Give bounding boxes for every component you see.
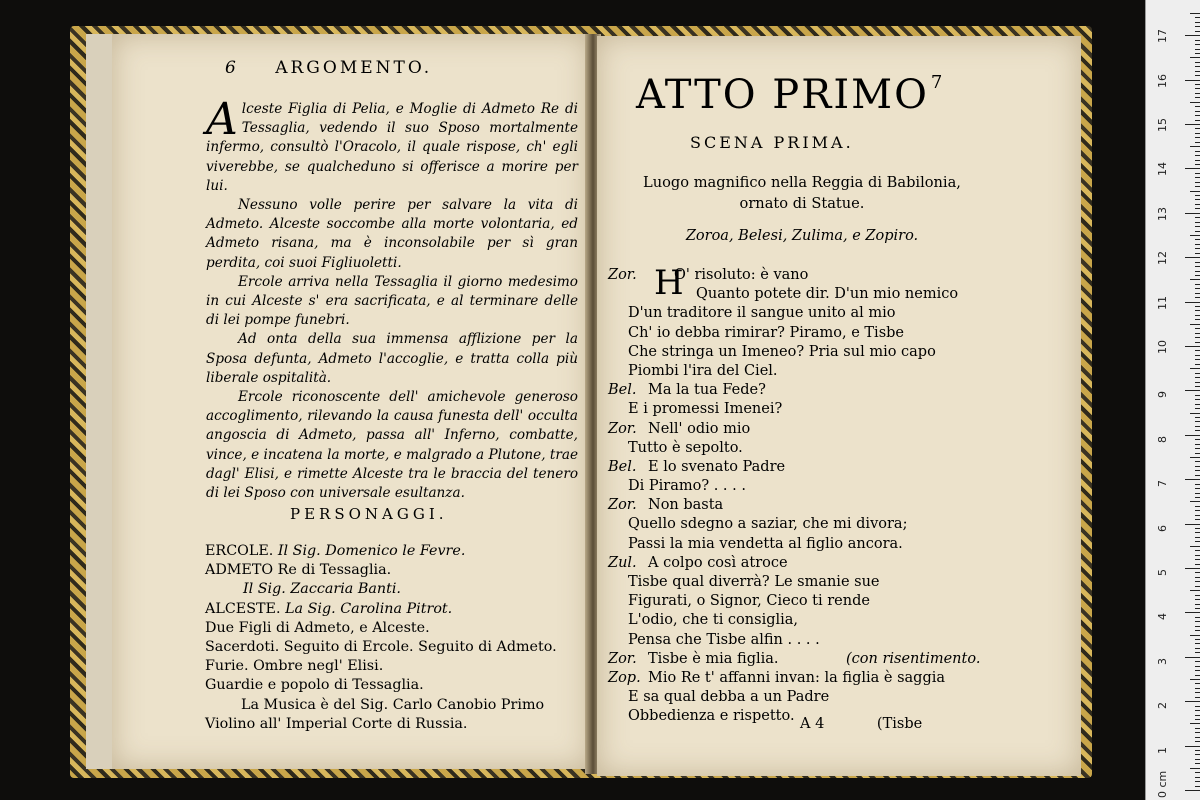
ruler-tick — [1195, 564, 1200, 565]
ruler-tick — [1195, 426, 1200, 427]
dialogue-line: Quanto potete dir. D'un mio nemico — [696, 286, 959, 303]
ruler-label: 2 — [1156, 702, 1169, 710]
ruler-tick — [1195, 630, 1200, 631]
ruler-tick — [1195, 297, 1200, 298]
ruler-tick — [1195, 626, 1200, 627]
ruler-tick — [1195, 577, 1200, 578]
ruler-tick — [1195, 155, 1200, 156]
scene-title: SCENA PRIMA. — [690, 133, 854, 152]
ruler-label: 11 — [1156, 295, 1169, 310]
ruler-tick — [1195, 519, 1200, 520]
dialogue-line: Zor. Nell' odio mio — [608, 420, 993, 439]
dialogue-line: Zop. Mio Re t' affanni invan: la figlia è saggia — [608, 669, 993, 688]
ruler-tick — [1195, 137, 1200, 138]
ruler-tick — [1195, 284, 1200, 285]
ruler-tick — [1195, 559, 1200, 560]
ruler-tick — [1195, 337, 1200, 338]
ruler-tick — [1195, 453, 1200, 454]
ruler-tick — [1195, 586, 1200, 587]
ruler-tick — [1185, 435, 1200, 436]
dialogue-line: Ch' io debba rimirar? Piramo, e Tisbe — [628, 324, 905, 341]
speaker: Zul. — [608, 554, 637, 571]
dialogue-line: Di Piramo? . . . . — [628, 478, 746, 495]
ruler-tick — [1195, 386, 1200, 387]
dialogue-line: E sa qual debba a un Padre — [628, 689, 830, 706]
speaker: Zor. — [608, 420, 637, 437]
measurement-ruler — [1145, 0, 1200, 800]
ruler-tick — [1190, 102, 1200, 103]
ruler-tick — [1195, 608, 1200, 609]
ruler-tick — [1195, 115, 1200, 116]
ruler-tick — [1195, 732, 1200, 733]
dialogue-line: Zor. Tisbe è mia figlia. (con risentimento. — [608, 650, 993, 669]
ruler-tick — [1195, 497, 1200, 498]
ruler-tick — [1195, 754, 1200, 755]
ruler-label: 6 — [1156, 524, 1169, 532]
ruler-tick — [1195, 448, 1200, 449]
ruler-tick — [1195, 541, 1200, 542]
scene-characters: Zoroa, Belesi, Zulima, e Zopiro. — [685, 228, 919, 244]
ruler-tick — [1195, 470, 1200, 471]
ruler-tick — [1195, 617, 1200, 618]
ruler-tick — [1195, 40, 1200, 41]
cast-entry: Sacerdoti. Seguito di Ercole. Seguito di Admeto. — [205, 639, 557, 656]
speaker: Zor. — [608, 497, 637, 514]
ruler-tick — [1195, 377, 1200, 378]
ruler-tick — [1185, 524, 1200, 525]
ruler-tick — [1195, 244, 1200, 245]
scene-location: Luogo magnifico nella Reggia di Babilonia, ornato di Statue. — [643, 174, 961, 212]
ruler-tick — [1195, 750, 1200, 751]
ruler-tick — [1195, 715, 1200, 716]
ruler-tick — [1185, 168, 1200, 169]
ruler-tick — [1195, 275, 1200, 276]
dialogue-drop-cap: H — [654, 263, 684, 303]
ruler-tick — [1190, 501, 1200, 502]
ruler-tick — [1190, 457, 1200, 458]
argomento-heading: ARGOMENTO. — [275, 58, 433, 78]
ruler-tick — [1185, 746, 1200, 747]
ruler-tick — [1195, 253, 1200, 254]
ruler-tick — [1195, 675, 1200, 676]
page-footer — [800, 716, 922, 732]
cast-entry: Il Sig. Zaccaria Banti. — [243, 581, 401, 598]
ruler-tick — [1195, 195, 1200, 196]
ruler-tick — [1195, 142, 1200, 143]
ruler-tick — [1195, 506, 1200, 507]
ruler-tick — [1195, 266, 1200, 267]
speaker: Bel. — [608, 458, 637, 475]
argomento-paragraph: Alceste Figlia di Pelia, e Moglie di Admeto Re di Tessaglia, vedendo il suo Sposo mortalmente infermo, consultò l'Oracolo, il quale rispose, ch' egli viverebbe, se qualcheduno si offerisce a morire per lui. — [206, 94, 578, 194]
ruler-label: 0 cm — [1156, 770, 1169, 798]
music-credit: La Musica è del Sig. Carlo Canobio Primo — [241, 696, 545, 713]
argomento-text — [206, 94, 578, 503]
ruler-tick — [1185, 257, 1200, 258]
ruler-tick — [1195, 97, 1200, 98]
ruler-tick — [1195, 186, 1200, 187]
personaggi-heading: PERSONAGGI. — [290, 505, 448, 523]
right-page-number: 7 — [930, 72, 945, 93]
endpaper-strip — [86, 34, 115, 769]
ruler-tick — [1195, 493, 1200, 494]
ruler-tick — [1195, 62, 1200, 63]
ruler-tick — [1195, 643, 1200, 644]
ruler-tick — [1195, 604, 1200, 605]
ruler-tick — [1195, 648, 1200, 649]
ruler-tick — [1185, 302, 1200, 303]
ruler-label: 15 — [1156, 118, 1169, 132]
ruler-tick — [1195, 528, 1200, 529]
ruler-tick — [1195, 208, 1200, 209]
ruler-tick — [1195, 532, 1200, 533]
ruler-tick — [1195, 364, 1200, 365]
ruler-tick — [1195, 599, 1200, 600]
dialogue-line: Tisbe qual diverrà? Le smanie sue — [628, 574, 880, 590]
ruler-tick — [1190, 679, 1200, 680]
ruler-tick — [1195, 84, 1200, 85]
ruler-tick — [1195, 759, 1200, 760]
dialogue-line: Zor. Non basta — [608, 496, 993, 515]
ruler-tick — [1185, 479, 1200, 480]
ruler-tick — [1195, 88, 1200, 89]
ruler-tick — [1195, 111, 1200, 112]
ruler-tick — [1195, 737, 1200, 738]
ruler-tick — [1195, 164, 1200, 165]
ruler-tick — [1195, 581, 1200, 582]
dialogue-line: Zul. A colpo così atroce — [608, 554, 993, 573]
argomento-paragraph: Ercole arriva nella Tessaglia il giorno medesimo in cui Alceste s' era sacrificata, e al terminare delle di lei pompe funebri. — [206, 273, 578, 329]
ruler-tick — [1195, 555, 1200, 556]
ruler-tick — [1195, 288, 1200, 289]
dialogue-line: Bel. Ma la tua Fede? — [608, 381, 993, 400]
ruler-tick — [1195, 706, 1200, 707]
ruler-tick — [1195, 639, 1200, 640]
ruler-tick — [1195, 217, 1200, 218]
ruler-tick — [1190, 13, 1200, 14]
cast-entry: Furie. Ombre negl' Elisi. — [205, 658, 384, 675]
ruler-tick — [1195, 120, 1200, 121]
dialogue-line: Passi la mia vendetta al figlio ancora. — [628, 535, 903, 552]
ruler-tick — [1195, 199, 1200, 200]
ruler-tick — [1195, 728, 1200, 729]
dialogue-line: Che stringa un Imeneo? Pria sul mio capo — [628, 343, 936, 360]
ruler-tick — [1195, 315, 1200, 316]
ruler-tick — [1185, 790, 1200, 791]
ruler-tick — [1195, 404, 1200, 405]
ruler-tick — [1195, 271, 1200, 272]
ruler-tick — [1185, 657, 1200, 658]
ruler-tick — [1190, 368, 1200, 369]
dialogue-line: Quello sdegno a saziar, che mi divora; — [628, 516, 908, 533]
ruler-tick — [1195, 777, 1200, 778]
ruler-tick — [1195, 763, 1200, 764]
ruler-tick — [1190, 635, 1200, 636]
dialogue — [608, 263, 993, 727]
ruler-tick — [1195, 248, 1200, 249]
dialogue-line: Obbedienza e rispetto. — [628, 708, 795, 725]
ruler-tick — [1185, 80, 1200, 81]
ruler-tick — [1195, 421, 1200, 422]
ruler-tick — [1185, 346, 1200, 347]
ruler-tick — [1195, 537, 1200, 538]
ruler-tick — [1195, 350, 1200, 351]
signature-mark: A 4 — [800, 716, 825, 732]
left-page-number: 6 — [225, 58, 239, 78]
ruler-tick — [1195, 488, 1200, 489]
ruler-tick — [1195, 306, 1200, 307]
ruler-tick — [1195, 621, 1200, 622]
ruler-label: 7 — [1156, 480, 1169, 488]
ruler-tick — [1195, 49, 1200, 50]
ruler-tick — [1190, 279, 1200, 280]
ruler-tick — [1195, 430, 1200, 431]
ruler-tick — [1195, 399, 1200, 400]
ruler-tick — [1190, 235, 1200, 236]
ruler-tick — [1195, 444, 1200, 445]
dialogue-line: Piombi l'ira del Ciel. — [628, 362, 778, 379]
ruler-tick — [1195, 128, 1200, 129]
ruler-tick — [1195, 342, 1200, 343]
speaker: Zor. — [608, 267, 637, 283]
ruler-tick — [1195, 319, 1200, 320]
argomento-paragraph: Ercole riconoscente dell' amichevole generoso accoglimento, rilevando la causa funesta dell' occulta angoscia di Admeto, passa all' Inferno, combatte, vince, e incatena la morte, e malgrado a Plutone, trae dagl' Elisi, e rimette Alceste tra le braccia del tenero di lei Sposo con universale esultanza. — [206, 389, 578, 502]
ruler-tick — [1185, 35, 1200, 36]
ruler-tick — [1195, 710, 1200, 711]
ruler-tick — [1190, 57, 1200, 58]
ruler-tick — [1195, 359, 1200, 360]
ruler-tick — [1195, 484, 1200, 485]
stage-direction: (con risentimento. — [846, 650, 981, 667]
ruler-tick — [1195, 355, 1200, 356]
ruler-tick — [1195, 661, 1200, 662]
ruler-tick — [1195, 550, 1200, 551]
ruler-label: 16 — [1156, 73, 1169, 88]
ruler-tick — [1190, 324, 1200, 325]
ruler-tick — [1190, 546, 1200, 547]
ruler-tick — [1195, 697, 1200, 698]
cast-entry: Guardie e popolo di Tessaglia. — [205, 677, 424, 694]
ruler-tick — [1190, 768, 1200, 769]
dialogue-line: Bel. E lo svenato Padre — [608, 458, 993, 477]
ruler-tick — [1195, 666, 1200, 667]
dialogue-line: L'odio, che ti consiglia, — [628, 612, 799, 629]
cast-entry: ADMETO Re di Tessaglia. — [205, 562, 392, 579]
ruler-tick — [1195, 466, 1200, 467]
ruler-tick — [1195, 683, 1200, 684]
ruler-tick — [1195, 177, 1200, 178]
argomento-paragraph: Ad onta della sua immensa afflizione per la Sposa defunta, Admeto l'accoglie, e tratta colla più liberale ospitalità. — [206, 331, 578, 386]
speaker: Bel. — [608, 382, 637, 399]
ruler-tick — [1195, 31, 1200, 32]
ruler-tick — [1195, 106, 1200, 107]
ruler-label: 9 — [1156, 391, 1169, 399]
ruler-tick — [1195, 44, 1200, 45]
ruler-label: 8 — [1156, 435, 1169, 443]
ruler-tick — [1195, 475, 1200, 476]
ruler-tick — [1195, 692, 1200, 693]
ruler-tick — [1195, 26, 1200, 27]
ruler-tick — [1195, 204, 1200, 205]
ruler-tick — [1195, 22, 1200, 23]
ruler-tick — [1195, 17, 1200, 18]
act-title: ATTO PRIMO $^7$ — [636, 72, 945, 118]
speaker: Zop. — [608, 669, 641, 686]
ruler-tick — [1195, 595, 1200, 596]
personaggi-list — [205, 542, 585, 734]
ruler-tick — [1190, 590, 1200, 591]
ruler-tick — [1195, 461, 1200, 462]
ruler-tick — [1195, 226, 1200, 227]
ruler-tick — [1195, 222, 1200, 223]
ruler-label: 5 — [1156, 569, 1169, 576]
ruler-tick — [1195, 160, 1200, 161]
ruler-tick — [1190, 413, 1200, 414]
ruler-tick — [1195, 71, 1200, 72]
dialogue-line: D'un traditore il sangue unito al mio — [628, 305, 896, 322]
dialogue-line: Pensa che Tisbe alfin . . . . — [628, 631, 820, 648]
ruler-tick — [1190, 191, 1200, 192]
ruler-tick — [1195, 239, 1200, 240]
ruler-label: 14 — [1156, 162, 1169, 177]
ruler-tick — [1185, 701, 1200, 702]
ruler-tick — [1195, 182, 1200, 183]
drop-cap: A — [206, 94, 238, 145]
ruler-tick — [1195, 333, 1200, 334]
ruler-tick — [1195, 66, 1200, 67]
ruler-tick — [1195, 781, 1200, 782]
cast-entry: ALCESTE. La Sig. Carolina Pitrot. — [205, 600, 453, 617]
catchword: (Tisbe — [876, 716, 923, 732]
ruler-tick — [1195, 310, 1200, 311]
ruler-tick — [1195, 510, 1200, 511]
ruler-label: 17 — [1156, 29, 1169, 44]
dialogue-line: Figurati, o Signor, Cieco ti rende — [628, 593, 870, 610]
argomento-paragraph: Nessuno volle perire per salvare la vita di Admeto. Alceste soccombe alla morte volontaria, ed Admeto risana, ma è inconsolabile per sì gran perdita, coi suoi Figliuoletti. — [206, 197, 578, 271]
ruler-tick — [1190, 146, 1200, 147]
left-page-header — [225, 58, 432, 78]
ruler-tick — [1195, 439, 1200, 440]
cast-entry: Due Figli di Admeto, e Alceste. — [205, 619, 430, 636]
ruler-tick — [1195, 328, 1200, 329]
ruler-tick — [1185, 568, 1200, 569]
ruler-tick — [1185, 124, 1200, 125]
ruler-tick — [1195, 515, 1200, 516]
ruler-tick — [1195, 670, 1200, 671]
ruler-tick — [1195, 719, 1200, 720]
ruler-tick — [1195, 151, 1200, 152]
ruler-tick — [1195, 688, 1200, 689]
dialogue-line: E i promessi Imenei? — [628, 401, 783, 418]
ruler-tick — [1195, 262, 1200, 263]
ruler-tick — [1195, 293, 1200, 294]
ruler-tick — [1195, 133, 1200, 134]
dialogue-line: Tutto è sepolto. — [628, 439, 743, 456]
ruler-tick — [1195, 408, 1200, 409]
ruler-label: 1 — [1156, 746, 1169, 754]
ruler-tick — [1195, 173, 1200, 174]
ruler-tick — [1195, 572, 1200, 573]
ruler-tick — [1190, 723, 1200, 724]
dialogue-line: Zor. H O' risoluto: è vano — [608, 263, 809, 303]
ruler-tick — [1185, 612, 1200, 613]
ruler-label: 13 — [1156, 206, 1169, 221]
ruler-tick — [1195, 417, 1200, 418]
ruler-tick — [1195, 373, 1200, 374]
ruler-tick — [1185, 213, 1200, 214]
ruler-tick — [1195, 652, 1200, 653]
ruler-tick — [1195, 231, 1200, 232]
ruler-label: 10 — [1156, 340, 1169, 354]
ruler-tick — [1195, 75, 1200, 76]
cast-entry: ERCOLE. Il Sig. Domenico le Fevre. — [205, 543, 466, 559]
ruler-tick — [1195, 53, 1200, 54]
ruler-tick — [1185, 390, 1200, 391]
ruler-tick — [1195, 93, 1200, 94]
ruler-tick — [1195, 741, 1200, 742]
ruler-tick — [1195, 786, 1200, 787]
music-credit: Violino all' Imperial Corte di Russia. — [205, 715, 468, 732]
ruler-label: 4 — [1156, 613, 1169, 621]
ruler-tick — [1195, 382, 1200, 383]
ruler-tick — [1195, 772, 1200, 773]
ruler-tick — [1195, 395, 1200, 396]
speaker: Zor. — [608, 650, 637, 667]
ruler-label: 3 — [1156, 657, 1169, 665]
ruler-label: 12 — [1156, 251, 1169, 266]
